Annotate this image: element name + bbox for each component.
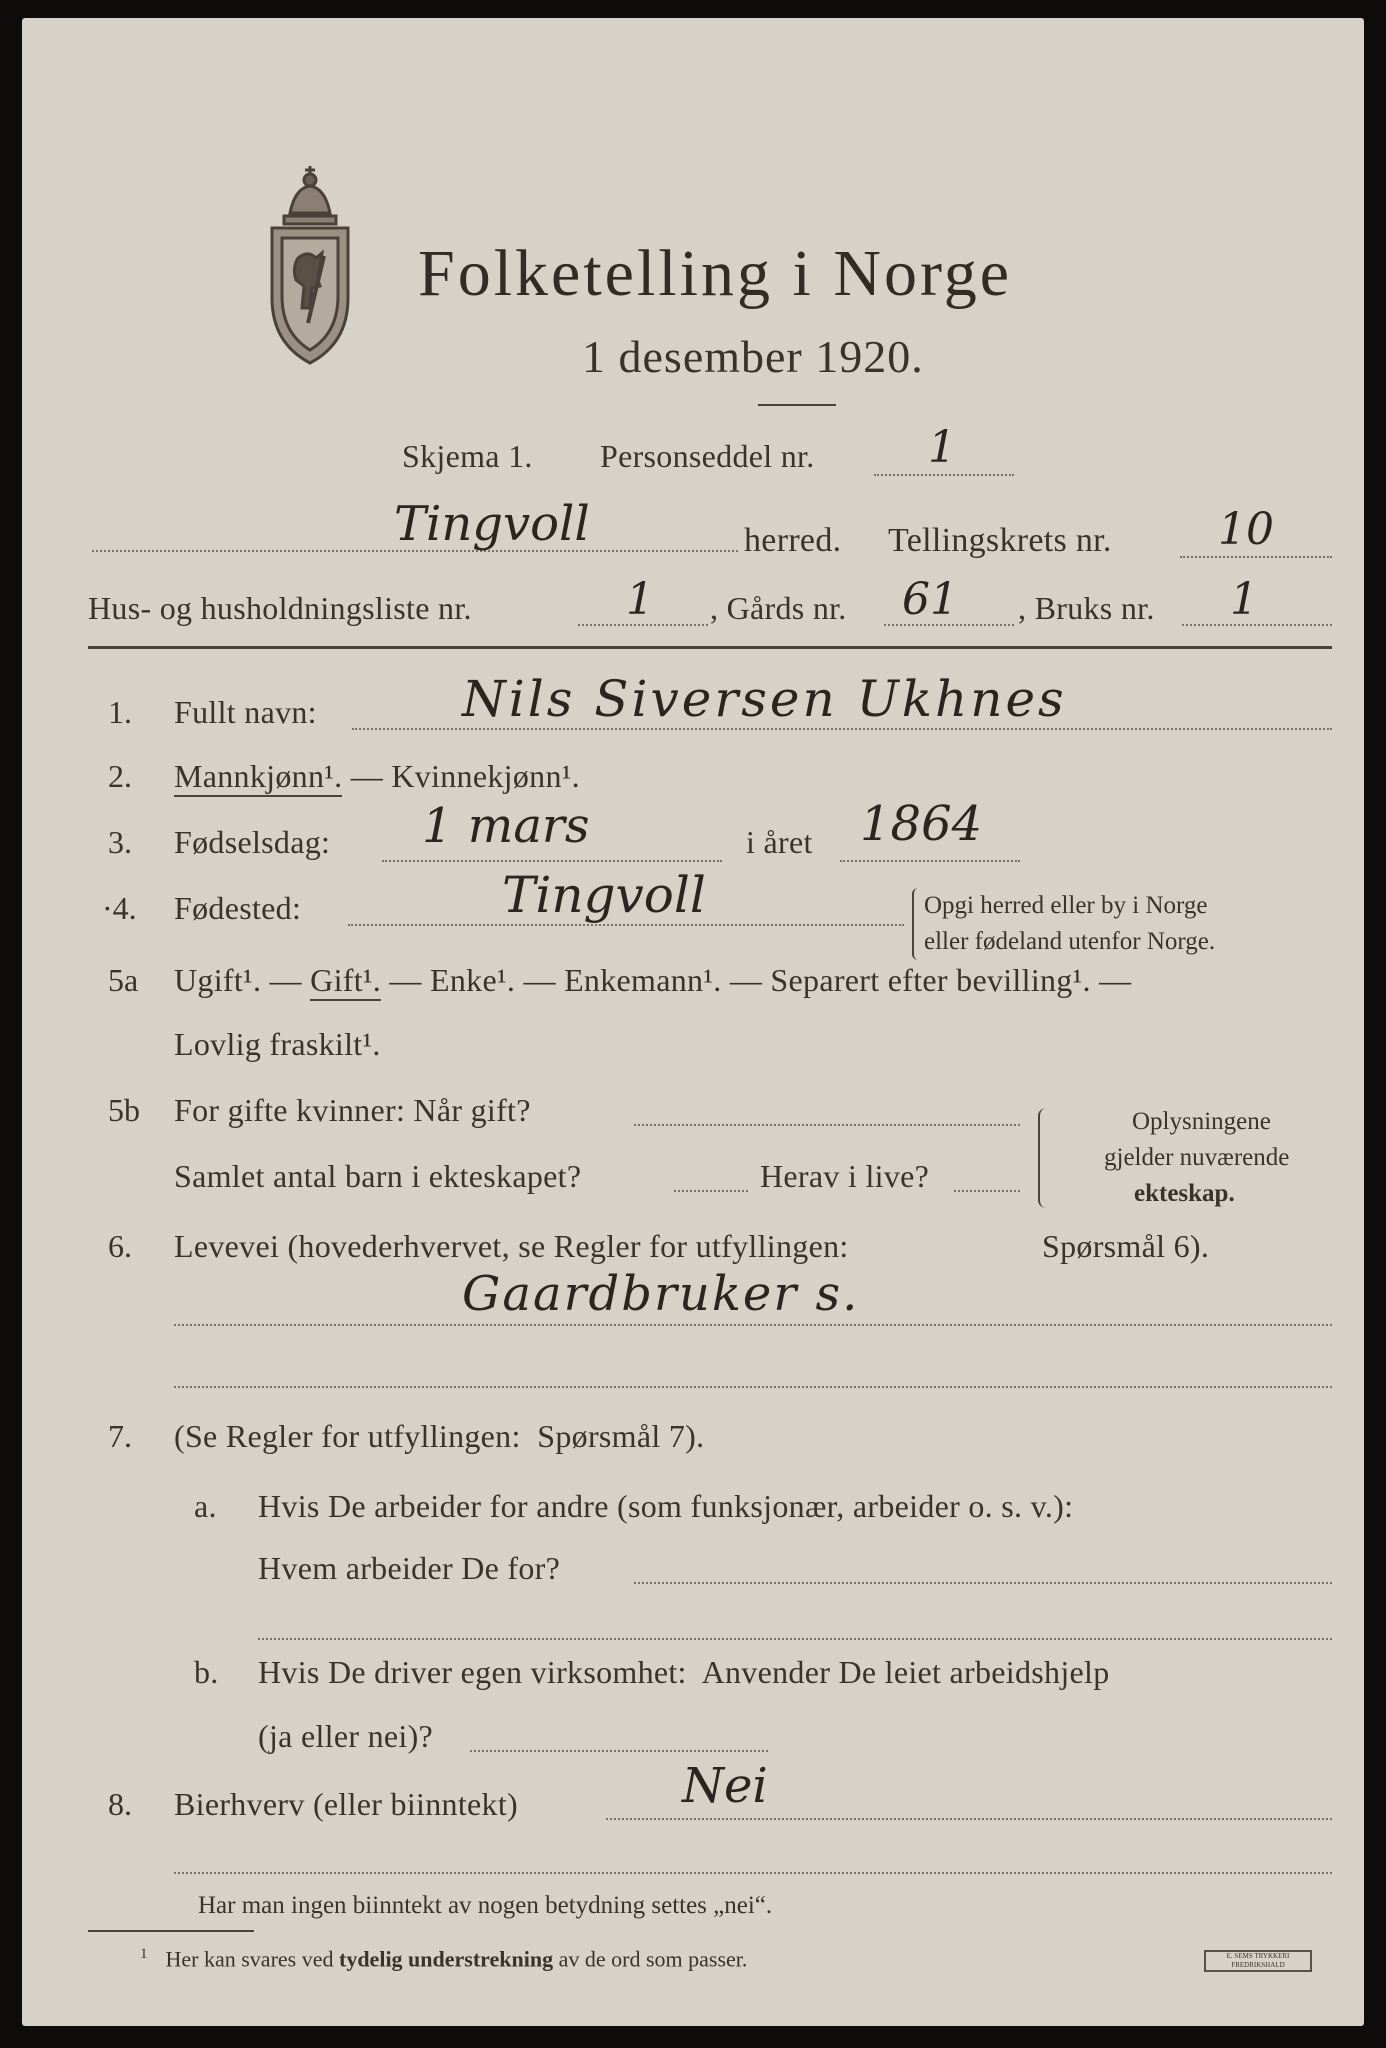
q7b-line2: (ja eller nei)? (258, 1718, 434, 1754)
form-title: Folketelling i Norge (418, 237, 1013, 310)
dash: — (721, 962, 771, 998)
q4-number: ·4. (102, 890, 137, 926)
birthplace-line[interactable] (348, 924, 904, 926)
q4-note-line1: Opgi herred eller by i Norge (924, 892, 1208, 919)
personseddel-label: Personseddel nr. (600, 438, 815, 474)
census-date: 1 desember 1920. (582, 331, 924, 382)
enke-option[interactable]: Enke¹. (430, 962, 516, 998)
hired-help-line[interactable] (470, 1750, 768, 1752)
q2-number: 2. (108, 758, 132, 794)
q7-number: 7. (108, 1418, 132, 1454)
q5b-note2: gjelder nuværende (1104, 1144, 1290, 1171)
census-form (22, 18, 1364, 2026)
hus-value: 1 (626, 574, 654, 625)
employer-line-2[interactable] (258, 1638, 1332, 1640)
employer-line-1[interactable] (634, 1582, 1332, 1584)
dash: — (381, 962, 431, 998)
lovlig-fraskilt-option[interactable]: Lovlig fraskilt¹. (174, 1026, 381, 1062)
year-label: i året (746, 824, 813, 860)
side-income-line-2[interactable] (174, 1872, 1332, 1874)
q5b-line1: For gifte kvinner: Når gift? (174, 1092, 531, 1128)
q7-label: (Se Regler for utfyllingen: Spørsmål 7). (174, 1418, 705, 1454)
q7b-line1: Hvis De driver egen virksomhet: Anvender De leiet arbeidshjelp (258, 1654, 1110, 1690)
dash: — (261, 962, 311, 998)
q1-number: 1. (108, 694, 132, 730)
q6-number: 6. (108, 1228, 132, 1264)
header-rule (88, 646, 1332, 649)
tellingskrets-label: Tellingskrets nr. (888, 522, 1112, 559)
q6-label-end: Spørsmål 6). (1042, 1228, 1210, 1264)
gift-option[interactable]: Gift¹. (310, 962, 381, 1001)
ugift-option[interactable]: Ugift¹. (174, 962, 262, 998)
footnote-text-c: av de ord som passer. (553, 1946, 748, 1972)
hus-label: Hus- og husholdningsliste nr. (88, 590, 472, 626)
footnote (140, 1946, 747, 1972)
gards-value: 61 (902, 574, 958, 625)
herred-label: herred. (744, 522, 842, 559)
birthday-line[interactable] (382, 860, 722, 862)
occupation-line-1[interactable] (174, 1324, 1332, 1326)
side-income-line-1[interactable] (606, 1818, 1332, 1820)
year-line[interactable] (840, 860, 1020, 862)
q7b-letter: b. (194, 1654, 219, 1690)
male-option[interactable]: Mannkjønn¹. (174, 758, 342, 797)
title-divider (758, 404, 836, 406)
q7a-line2: Hvem arbeider De for? (258, 1550, 561, 1586)
q5b-line2b: Herav i live? (760, 1158, 930, 1194)
full-name-value: Nils Siversen Ukhnes (462, 670, 1067, 728)
q8-number: 8. (108, 1786, 132, 1822)
q2-line (174, 758, 580, 795)
q2-sep: — (342, 758, 392, 794)
footnote-rule (88, 1930, 254, 1932)
dash: — (515, 962, 565, 998)
q8-label: Bierhverv (eller biinntekt) (174, 1786, 518, 1822)
skjema-label: Skjema 1. (402, 438, 533, 474)
q6-label: Levevei (hovederhvervet, se Regler for utfyllingen: (174, 1228, 849, 1264)
q5b-line2a: Samlet antal barn i ekteskapet? (174, 1158, 582, 1194)
side-income-value: Nei (682, 1758, 768, 1814)
enkemann-option[interactable]: Enkemann¹. (564, 962, 722, 998)
printer-stamp: E. SEMS TRYKKERI FREDRIKSHALD (1204, 1950, 1312, 1972)
q5b-note3: ekteskap. (1134, 1180, 1235, 1207)
q4-note-line2: eller fødeland utenfor Norge. (924, 928, 1216, 955)
q5b-brace (1038, 1108, 1048, 1208)
q5b-number: 5b (108, 1092, 140, 1128)
birthday-value: 1 mars (422, 798, 590, 854)
children-count-line[interactable] (674, 1190, 748, 1192)
full-name-line[interactable] (352, 728, 1332, 730)
q1-label: Fullt navn: (174, 694, 317, 730)
separert-option[interactable]: Separert efter bevilling¹. — (770, 962, 1132, 998)
q5a-options (174, 962, 1131, 999)
q3-label: Fødselsdag: (174, 824, 331, 860)
tellingskrets-line[interactable] (1180, 556, 1332, 558)
year-value: 1864 (860, 796, 983, 852)
herred-value: Tingvoll (394, 496, 590, 552)
footnote-text-a: Her kan svares ved (165, 1946, 339, 1972)
q7a-letter: a. (194, 1488, 217, 1524)
q5b-note1: Oplysningene (1132, 1108, 1271, 1135)
children-alive-line[interactable] (954, 1190, 1020, 1192)
q4-brace (912, 888, 920, 960)
footnote-text-b: tydelig understrekning (339, 1946, 554, 1972)
personseddel-line[interactable] (874, 474, 1014, 476)
personseddel-value: 1 (928, 422, 956, 473)
footnote-mark: 1 (140, 1946, 148, 1962)
coat-of-arms-icon (250, 158, 370, 378)
bruks-label: , Bruks nr. (1018, 590, 1155, 626)
bruks-value: 1 (1230, 574, 1258, 625)
q3-number: 3. (108, 824, 132, 860)
q4-label: Fødested: (174, 890, 302, 926)
gards-label: , Gårds nr. (710, 590, 847, 626)
birthplace-value: Tingvoll (502, 866, 706, 924)
female-option[interactable]: Kvinnekjønn¹. (391, 758, 580, 794)
q7a-line1: Hvis De arbeider for andre (som funksjonær, arbeider o. s. v.): (258, 1488, 1074, 1524)
occupation-value: Gaardbruker s. (462, 1266, 860, 1322)
married-when-line[interactable] (634, 1124, 1020, 1126)
q8-note: Har man ingen biinntekt av nogen betydning settes „nei“. (198, 1892, 773, 1919)
tellingskrets-value: 10 (1218, 504, 1274, 555)
q5a-number: 5a (108, 962, 139, 998)
occupation-line-2[interactable] (174, 1386, 1332, 1388)
